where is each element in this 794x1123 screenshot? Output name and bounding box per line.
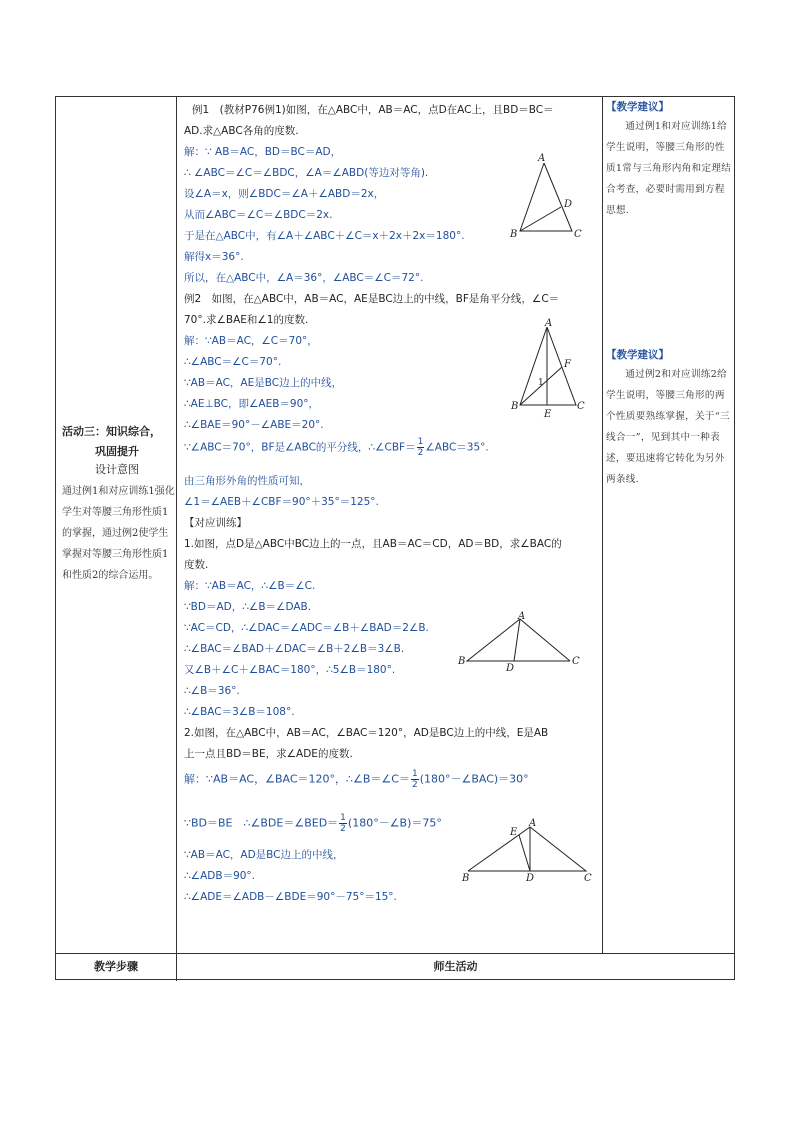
label-a: A (538, 153, 546, 164)
design-intent-title: 设计意图 (95, 463, 139, 476)
example2-line: ∵AB＝AC，AE是BC边上的中线， (184, 377, 343, 389)
example2-line-fraction (184, 437, 489, 458)
training-q1-line: ∴∠BAC＝3∠B＝108°. (184, 706, 295, 718)
segment-ad (514, 619, 520, 661)
training-q1-cont: 度数. (184, 559, 209, 571)
q2-line1-pre: 解：∵AB＝AC，∠BAC＝120°，∴∠B＝∠C＝ (184, 772, 410, 786)
training-q1-line: ∴∠BAC＝∠BAD＋∠DAC＝∠B＋2∠B＝3∠B. (184, 643, 405, 655)
suggestion-1-body: 通过例1和对应训练1给学生说明，等腰三角形的性质1常与三角形内角和定理结合考查，必要时需用到方程思想. (606, 121, 732, 216)
label-a: A (518, 611, 526, 622)
label-b: B (462, 873, 470, 884)
example2-line6-post: ∠ABC＝35°. (425, 441, 489, 454)
example1-line: 解得x＝36°. (184, 251, 244, 263)
training-q2-line-fraction (184, 813, 442, 834)
lesson-table (55, 96, 735, 980)
suggestion-2 (606, 347, 732, 490)
fraction-numerator: 1 (411, 769, 418, 779)
suggestion-1 (606, 99, 732, 221)
fraction-denominator: 2 (340, 824, 346, 834)
triangle-abc (468, 827, 586, 871)
example1-title-cont: AD.求△ABC各角的度数. (184, 125, 299, 137)
label-a: A (529, 818, 537, 829)
label-d: D (564, 199, 573, 210)
fraction (417, 437, 425, 458)
design-intent-body: 通过例1和对应训练1强化学生对等腰三角形性质1的掌握，通过例2使学生掌握对等腰三角形性质1和性质2的综合运用。 (62, 486, 175, 581)
training-q2-line-fraction (184, 769, 529, 790)
fraction (411, 769, 419, 790)
fraction-denominator: 2 (417, 448, 424, 458)
figure-training1 (458, 609, 594, 674)
suggestion-1-heading: 【教学建议】 (606, 101, 669, 113)
label-b: B (510, 229, 518, 240)
figure-example1 (510, 149, 596, 241)
suggestion-2-body: 通过例2和对应训练2给学生说明，等腰三角形的两个性质要熟练掌握，关于“三线合一”，见到其中一种表述，要迅速将它转化为另外两条线. (606, 369, 730, 485)
example2-title: 例2 如图，在△ABC中，AB＝AC，AE是BC边上的中线，BF是角平分线，∠C＝ (184, 293, 560, 305)
example2-line: 解：∵AB＝AC，∠C＝70°， (184, 335, 318, 347)
fraction-denominator: 2 (411, 780, 418, 790)
training-q2-line: ∴∠ADB＝90°. (184, 870, 256, 882)
training-q2-line: ∴∠ADE＝∠ADB－∠BDE＝90°－75°＝15°. (184, 891, 397, 903)
training-q1-line: 又∠B＋∠C＋∠BAC＝180°，∴5∠B＝180°. (184, 664, 396, 676)
label-b: B (511, 401, 519, 412)
label-angle-1: 1 (538, 378, 544, 388)
training-header: 【对应训练】 (184, 517, 247, 529)
fraction (339, 813, 347, 834)
label-e: E (510, 827, 518, 838)
segment-de (519, 835, 530, 871)
activity-title: 活动三：知识综合， (62, 425, 161, 438)
column-divider-right (602, 97, 603, 953)
footer-teaching-steps: 教学步骤 (94, 960, 138, 973)
label-f: F (564, 359, 571, 370)
triangle-abc (520, 163, 572, 231)
label-e: E (544, 409, 552, 420)
training-q1-line: ∴∠B＝36°. (184, 685, 240, 697)
label-c: C (577, 401, 585, 412)
example1-line: 解：∵ AB＝AC，BD＝BC＝AD， (184, 146, 342, 158)
fraction-numerator: 1 (417, 437, 424, 447)
training-q1-line: ∵AC＝CD，∴∠DAC＝∠ADC＝∠B＋∠BAD＝2∠B. (184, 622, 429, 634)
example1-line: 设∠A＝x，则∠BDC＝∠A＋∠ABD＝2x， (184, 188, 385, 200)
label-c: C (574, 229, 582, 240)
example2-line: 由三角形外角的性质可知， (184, 475, 310, 487)
activity-title-cont: 巩固提升 (95, 445, 139, 458)
example1-line: 所以，在△ABC中，∠A＝36°，∠ABC＝∠C＝72°. (184, 272, 424, 284)
label-d: D (506, 663, 515, 674)
q2-line1-post: (180°－∠BAC)＝30° (419, 772, 529, 786)
example1-line: 于是在△ABC中，有∠A＋∠ABC＋∠C＝x＋2x＋2x＝180°. (184, 230, 465, 242)
example1-line: ∴ ∠ABC＝∠C＝∠BDC，∠A＝∠ABD(等边对等角). (184, 167, 429, 179)
training-q1-line: ∵BD＝AD，∴∠B＝∠DAB. (184, 601, 312, 613)
example2-line: ∴∠BAE＝90°－∠ABE＝20°. (184, 419, 324, 431)
training-q2-line: ∵AB＝AC，AD是BC边上的中线， (184, 849, 344, 861)
column-divider-left (176, 97, 177, 981)
fraction-numerator: 1 (340, 813, 346, 823)
example1-line: 从而∠ABC＝∠C＝∠BDC＝2x. (184, 209, 333, 221)
triangle-abc (467, 619, 570, 661)
label-c: C (572, 656, 580, 667)
segment-bd (520, 207, 561, 231)
training-q1: 1.如图，点D是△ABC中BC边上的一点，且AB＝AC＝CD，AD＝BD，求∠BAC的 (184, 538, 562, 550)
q2-line2-post: (180°－∠B)＝75° (347, 816, 442, 830)
example2-line: ∠1＝∠AEB＋∠CBF＝90°＋35°＝125°. (184, 496, 379, 508)
training-q1-line: 解：∵AB＝AC，∴∠B＝∠C. (184, 580, 316, 592)
label-a: A (545, 318, 553, 329)
training-q2-cont: 上一点且BD＝BE，求∠ADE的度数. (184, 748, 353, 760)
example2-line6-pre: ∵∠ABC＝70°，BF是∠ABC的平分线，∴∠CBF＝ (184, 441, 416, 454)
left-column (58, 423, 176, 586)
example2-line: ∴∠ABC＝∠C＝70°. (184, 356, 282, 368)
footer-activities: 师生活动 (433, 960, 478, 973)
label-d: D (526, 873, 535, 884)
example1-title: 例1 (教材P76例1)如图，在△ABC中，AB＝AC，点D在AC上，且BD＝BC＝ (192, 104, 554, 116)
label-c: C (584, 873, 592, 884)
q2-line2-pre: ∵BD＝BE ∴∠BDE＝∠BED＝ (184, 816, 339, 830)
training-q2: 2.如图，在△ABC中，AB＝AC，∠BAC＝120°，AD是BC边上的中线，E是AB (184, 727, 549, 739)
label-b: B (458, 656, 466, 667)
example2-title-cont: 70°.求∠BAE和∠1的度数. (184, 314, 309, 326)
figure-training2 (458, 817, 598, 883)
example2-line: ∴AE⊥BC，即∠AEB＝90°， (184, 398, 320, 410)
suggestion-2-heading: 【教学建议】 (606, 349, 669, 361)
figure-example2 (511, 318, 596, 420)
